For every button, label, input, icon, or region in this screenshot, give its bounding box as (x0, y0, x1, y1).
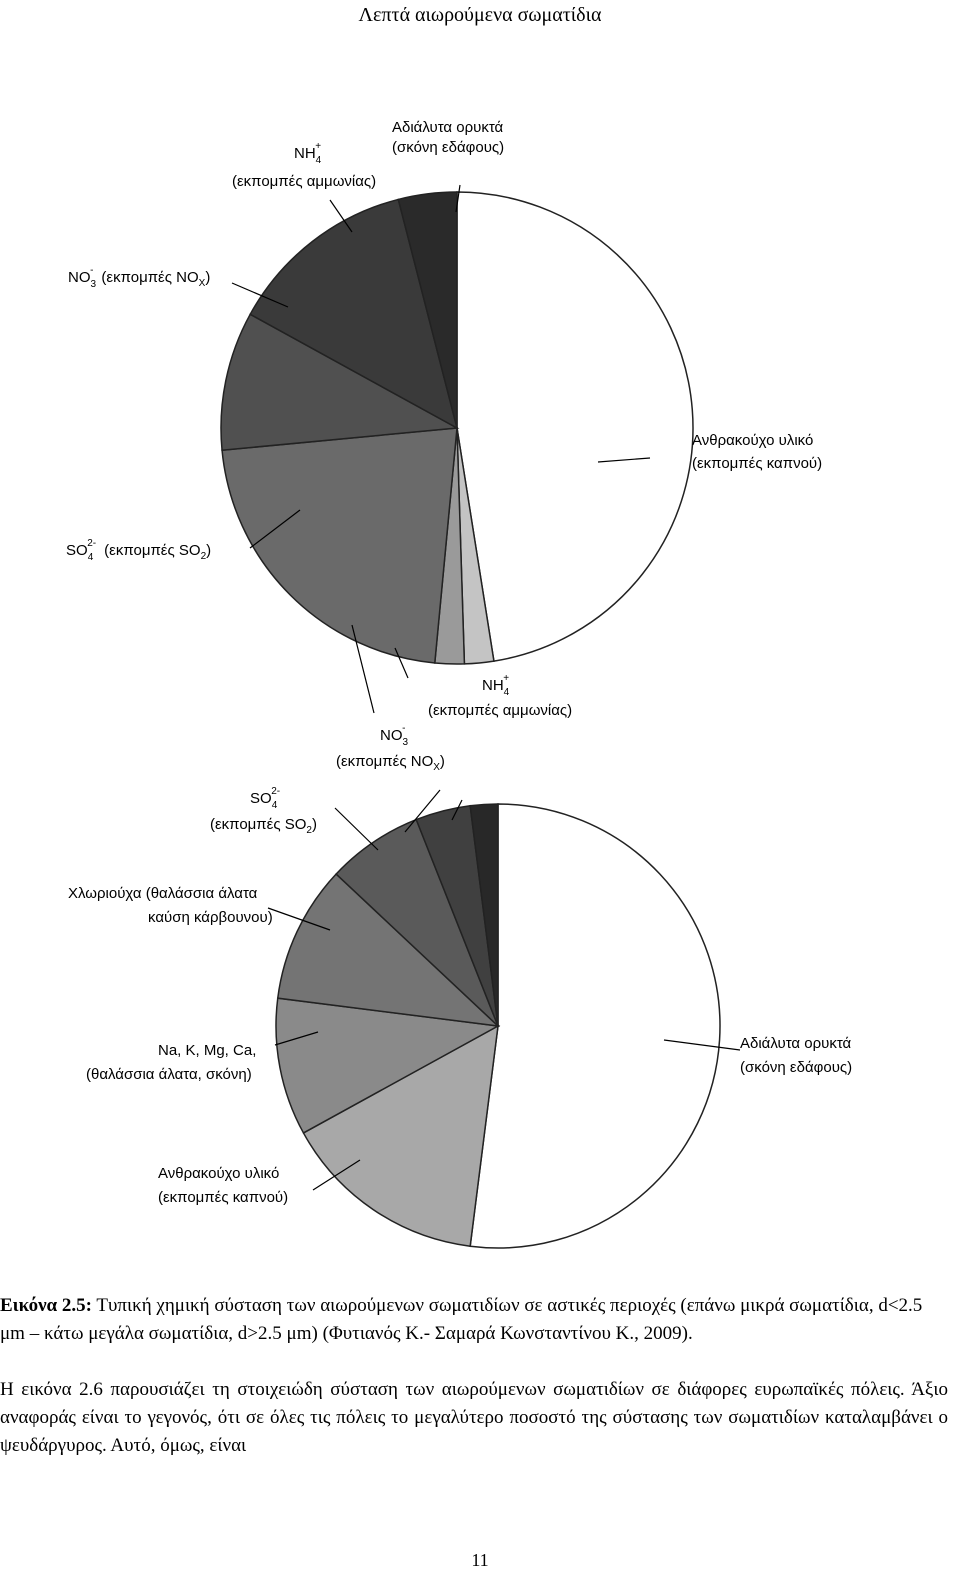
label-bottom-insoluble-1: Αδιάλυτα ορυκτά (740, 1035, 852, 1052)
page-header: Λεπτά αιωρούμενα σωματίδια (358, 4, 602, 26)
label-top-nh4-text: (εκπομπές αμμωνίας) (232, 173, 377, 190)
label-top-no3-low: $NO_3-$ (380, 723, 409, 748)
label-top-no3: $NO_3-$ (εκπομπές $NO_X$) (68, 265, 211, 290)
caption-label: Εικόνα 2.5: (0, 1295, 92, 1316)
body-paragraph: Η εικόνα 2.6 παρουσιάζει τη στοιχειώδη σύσταση των αιωρούμενων σωματιδίων σε διάφορες ευρωπαϊκές πόλεις. Άξιο αναφοράς είναι το γεγονός, ότι σε όλες τις πόλεις το μεγαλύτερο ποσοστό της σύστασης των σωματιδίων καταλαμβάνει ο ψευδάργυρος. Αυτό, όμως, είναι (0, 1379, 948, 1456)
figure-caption (0, 1292, 948, 1348)
label-top-insoluble-1: Αδιάλυτα ορυκτά (392, 119, 504, 136)
label-bottom-carbon-1: Ανθρακούχο υλικό (158, 1165, 280, 1182)
label-bottom-na-2: (θαλάσσια άλατα, σκόνη) (86, 1066, 252, 1083)
label-top-nh4-low: $NH_4+$ (482, 673, 510, 698)
label-bottom-chloride-2: καύση κάρβουνου) (148, 909, 273, 926)
label-top-no3-low-text: (εκπομπές $NO_X$) (336, 753, 445, 773)
pie-chart-coarse-particles (276, 804, 720, 1248)
label-bottom-na-1: Na, K, Mg, Ca, (158, 1042, 257, 1059)
label-bottom-so4: $SO_42-$ (250, 786, 281, 811)
label-bottom-so4-text: (εκπομπές $SO_2$) (210, 816, 317, 836)
label-top-nh4: $NH_4+$ (294, 141, 322, 166)
figure-pies (0, 80, 960, 1280)
page-number: 11 (471, 1550, 489, 1570)
label-top-so4: $SO_42-$ (εκπομπές $SO_2$) (66, 538, 212, 563)
label-top-nh4-low-text: (εκπομπές αμμωνίας) (428, 702, 573, 719)
pie-slice-0 (457, 192, 693, 661)
pie-slice-0 (470, 804, 720, 1248)
caption-text: Τυπική χημική σύσταση των αιωρούμενων σωματιδίων σε αστικές περιοχές (επάνω μικρά σωματίδια, d<2.5 μm – κάτω μεγάλα σωματίδια, d>2.5 μm) (Φυτιανός Κ.- Σαμαρά Κωνσταντίνου Κ., 2009). (0, 1295, 923, 1344)
label-bottom-carbon-2: (εκπομπές καπνού) (158, 1189, 289, 1206)
label-bottom-chloride-1: Χλωριούχα (θαλάσσια άλατα (68, 885, 258, 902)
label-top-carbon-1: Ανθρακούχο υλικό (692, 432, 814, 449)
label-top-carbon-2: (εκπομπές καπνού) (692, 455, 823, 472)
pie-slice-3 (222, 428, 457, 663)
label-bottom-insoluble-2: (σκόνη εδάφους) (740, 1059, 853, 1076)
pie-chart-fine-particles (221, 192, 693, 664)
label-top-insoluble-2: (σκόνη εδάφους) (392, 139, 505, 156)
